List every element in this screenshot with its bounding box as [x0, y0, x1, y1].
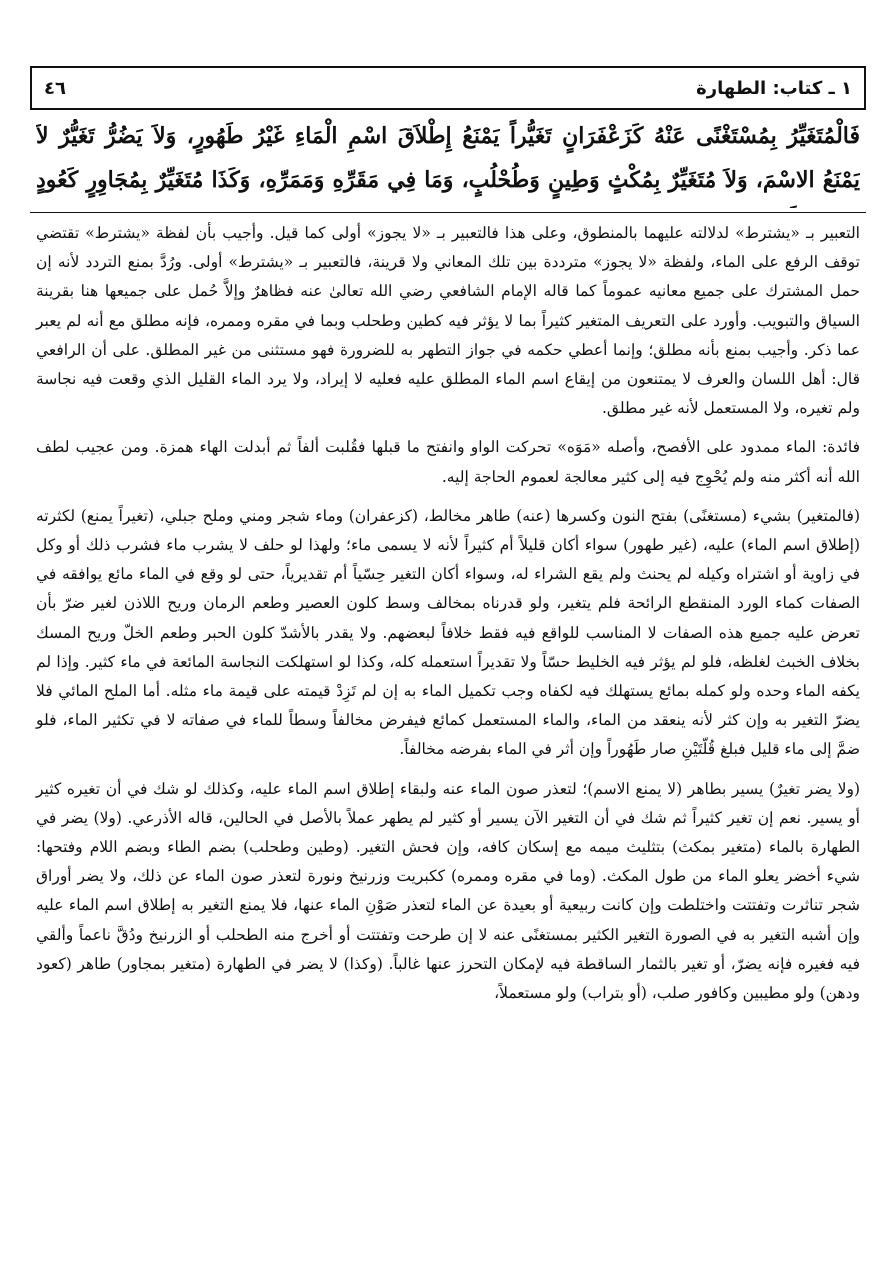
matn-text: فَالْمُتَغَيِّرُ بِمُسْتَغْنًى عَنْهُ كَزَعْفَرَانٍ تَغَيُّراً يَمْنَعُ إِطْلاَقَ اسْمِ الْمَاءِ غَيْرُ طَهُورٍ، وَلاَ يَضُرُّ تَغَيُّرٌ لاَ يَمْنَعُ الاسْمَ، وَلاَ مُتَغَيِّرٌ بِمُكْثٍ وَطِينٍ وَطُحْلُبٍ، وَمَا فِي مَقَرِّهِ وَمَمَرِّهِ، وَكَذَا مُتَغَيِّرٌ بِمُجَاوِرٍ كَعُودٍ: [36, 123, 860, 193]
page-number: ٤٦: [44, 77, 66, 99]
page: [30, 66, 866, 1008]
commentary-paragraph-1: التعبير بـ «يشترط» لدلالته عليهما بالمنطوق، وعلى هذا فالتعبير بـ «لا يجوز» أولى كما قيل. وأجيب بأن لفظة «يشترط» تقتضي توقف الرفع على الماء، ولفظة «لا يجوز» مترددة بين تلك المعاني ولا قرينة، فالتعبير بـ «يشترط» أولى. ورُدَّ بمنع التردد لأنه إن حمل المشترك على جميع معانيه عموماً كما قاله الإمام الشافعي رضي الله تعالىٰ عنه فظاهرٌ وإلاَّ حُمل على جميعها هنا بقرينة السياق والتبويب. وأورد على التعريف المتغير كثيراً بما لا يؤثر فيه كطين وطحلب وبما في مقره وممره، فإنه مطلق مع أنه لم يعبر عما ذكر. وأجيب بمنع بأنه مطلق؛ وإنما أعطي حكمه في جواز التطهر به للضرورة فهو مستثنى من غير المطلق. على أن الرافعي قال: أهل اللسان والعرف لا يمتنعون من إيقاع اسم الماء المطلق عليه فعليه لا إيراد، ولا يرد الماء القليل الذي وقعت فيه نجاسة ولم تغيره، ولا المستعمل لأنه غير مطلق.: [36, 224, 860, 418]
chapter-title: ١ ـ كتاب: الطهارة: [696, 77, 852, 99]
commentary-paragraph-3: (ولا يضر تغيرٌ) يسير بطاهر (لا يمنع الاسم)؛ لتعذر صون الماء عنه ولبقاء إطلاق اسم الماء عليه، وكذلك لو شك في أن تغيره كثير أو يسير. نعم إن تغير كثيراً ثم شك في أن التغير الآن يسير أو كثير لم يطهر عملاً بالأصل في الحالين، قاله الأذرعي. (ولا) يضر في الطهارة بالماء (متغير بمكث) بتثليث ميمه مع إسكان كافه، وإن فحش التغير. (وطين وطحلب) بضم الطاء وبضم اللام وفتحها: شيء أخضر يعلو الماء من طول المكث. (وما في مقره وممره) ككبريت وزرنيخ ونورة لتعذر صون الماء عن ذلك، ولا يضر أوراق شجر تناثرت وتفتتت واختلطت وإن كانت ربيعية أو بعيدة عن الماء لتعذر صَوْنِ الماء عنها، فلا يمنع التغير به إطلاق اسم الماء عليه وإن أشبه التغير به في الصورة التغير الكثير بمستغنًى عنه لا إن طرحت وتفتتت أو أخرج منه الطحلب أو الزرنيخ ودُقَّ ناعماً وألقي فيه فغيره فإنه يضرّ، أو تغير بالثمار الساقطة فيه لإمكان التحرز عنها غالباً. (وكذا) لا يضر في الطهارة (متغير بمجاور) طاهر (كعود ودهن) ولو مطيبين وكافور صلب، (أو بتراب) ولو مستعملاً،: [36, 779, 860, 1003]
separator-rule: [30, 212, 866, 213]
running-header: [30, 66, 866, 110]
commentary-paragraph-2: (فالمتغير) بشيء (مستغنًى) بفتح النون وكسرها (عنه) طاهر مخالط، (كزعفران) وماء شجر ومني وملح جبلي، (تغيراً يمنع) لكثرته (إطلاق اسم الماء) عليه، (غير طهور) سواء أكان قليلاً أم كثيراً لأنه لا يسمى ماء؛ ولهذا لو حلف لا يشرب ماء فشرب ذلك أو وكل في زاوية أو اشتراه وكيله لم يحنث ولم يقع الشراء له، وسواء أكان التغير حِسّياً أم تقديرياً، حتى لو وقع في الماء مائع يوافقه في الصفات كماء الورد المنقطع الرائحة فلم يتغير، ولو قدرناه بمخالف وسط كلون العصير وطعم الرمان وريح اللاذن لغير ضرّ بأن تعرض عليه جميع هذه الصفات لا المناسب للواقع فيه فقط خلافاً لبعضهم. ولا يقدر بالأشدّ كلون الحبر وطعم الخلّ وريح المسك بخلاف الخبث لغلظه، فلو لم يؤثر فيه الخليط حسّاً ولا تقديراً استعمله كله، وكذا لو استهلكت النجاسة المائعة في ماء كثير. وإذا لم يكفه الماء وحده ولو كمله بمائع يستهلك فيه لكفاه وجب تكميل الماء به إن لم تَزِدْ قيمته على قيمة ماء مثله. أما الملح المائي فلا يضرّ التغير به وإن كثر لأنه ينعقد من الماء، والماء المستعمل كمائع فيفرض مخالفاً وسطاً للماء في صفاته لا في تكثير الماء، فلو ضمَّ إلى ماء قليل فبلغ قُلّتَيْنِ صار طَهُوراً وإن أثر في الماء بفرضه مخالفاً.: [36, 506, 860, 759]
commentary-paragraph-faida: فائدة: الماء ممدود على الأفصح، وأصله «مَوَه» تحركت الواو وانفتح ما قبلها فقُلبت ألفاً ثم أبدلت الهاء همزة. ومن عجيب لطف الله أنه أكثر منه ولم يُحْوِج فيه إلى كثير معالجة لعموم الحاجة إليه.: [36, 438, 860, 486]
